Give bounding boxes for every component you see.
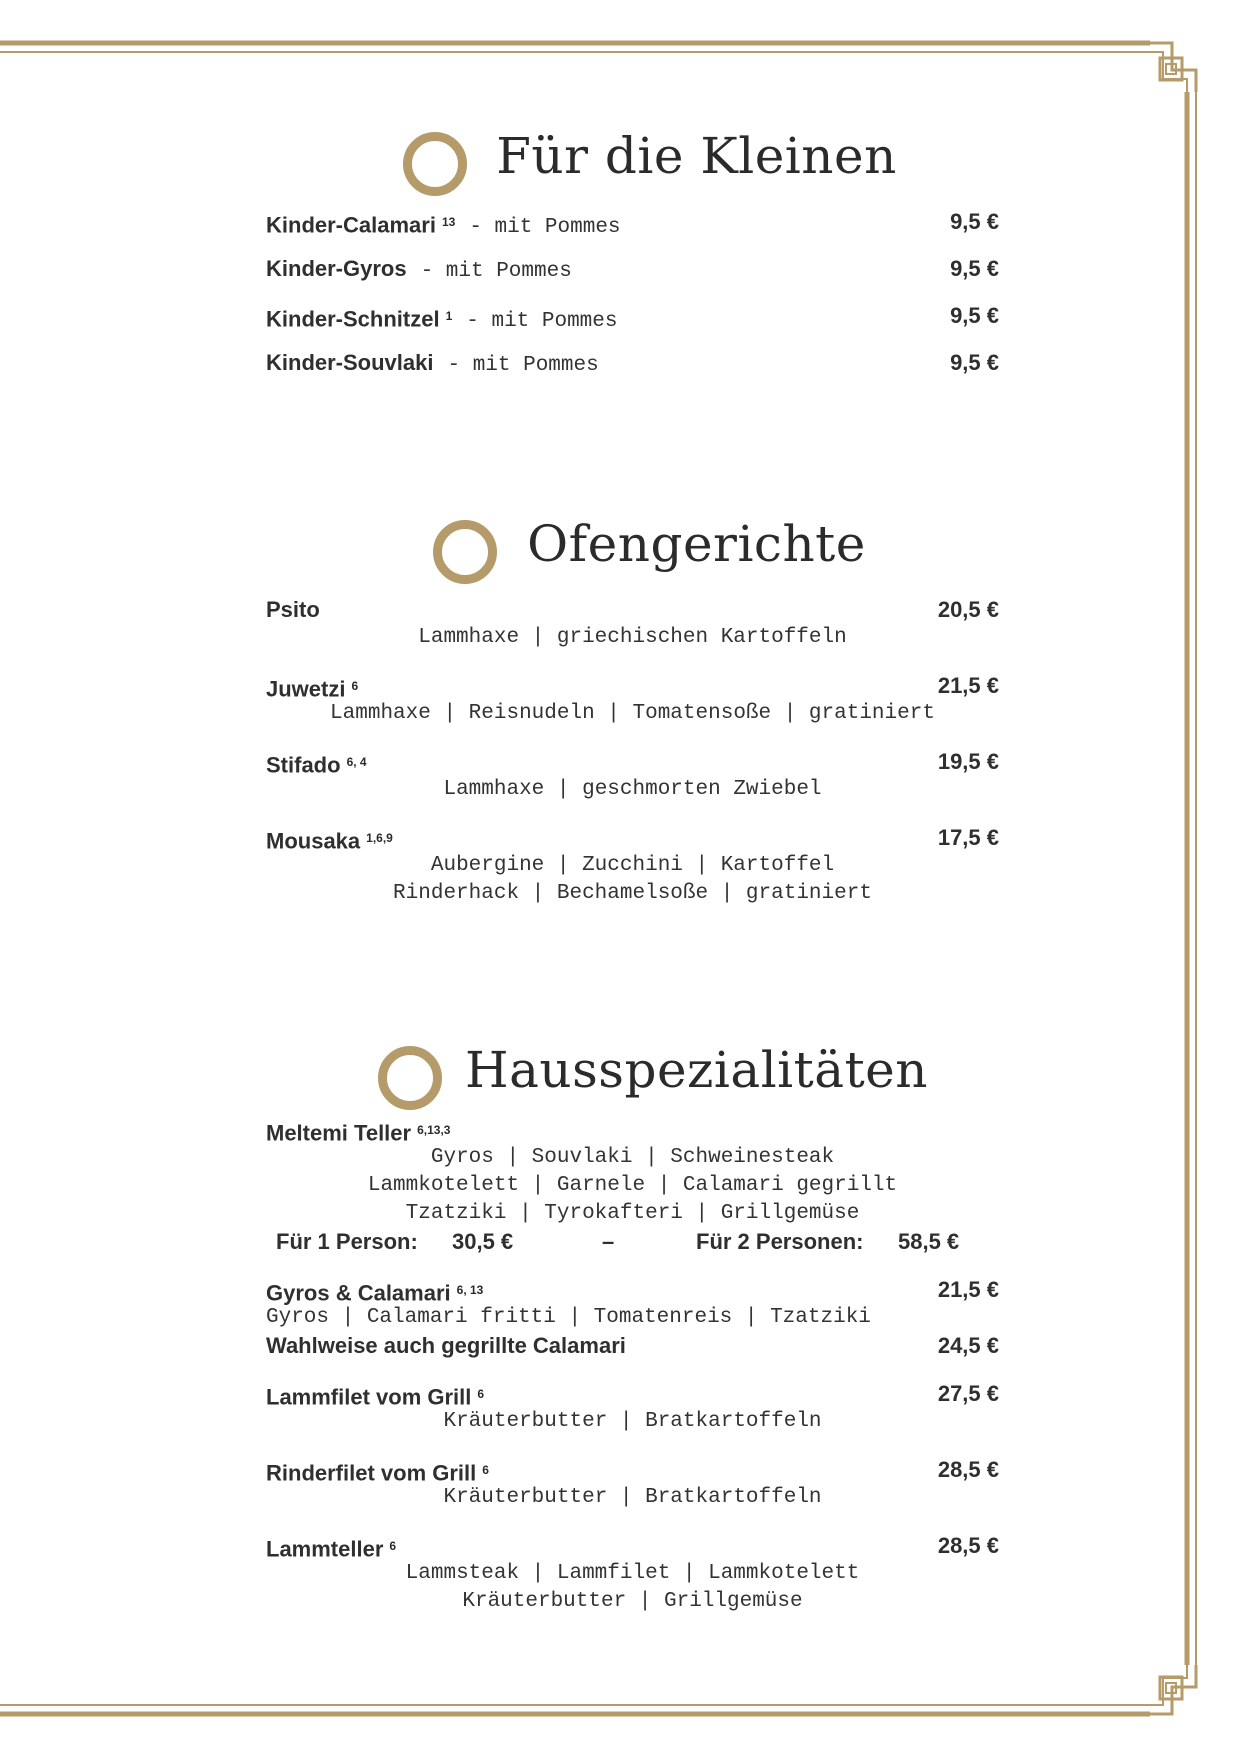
variant-price: 24,5 €: [937, 1333, 999, 1358]
menu-item: [266, 255, 999, 283]
item-description: Lammhaxe | geschmorten Zwiebel: [443, 778, 822, 801]
price-separator: –: [602, 1229, 615, 1254]
menu-item-variant: [266, 1332, 999, 1360]
menu-item: [266, 1116, 999, 1144]
item-name: Psito: [266, 597, 320, 622]
item-name: Rinderfilet vom Grill: [266, 1460, 477, 1486]
item-description: Gyros | Souvlaki | Schweinesteak: [430, 1146, 835, 1169]
price-1-person: 30,5 €: [452, 1229, 514, 1254]
item-description: Lammhaxe | griechischen Kartoffeln: [418, 626, 847, 649]
item-name: Kinder-Schnitzel: [266, 306, 440, 332]
item-description: Kräuterbutter | Grillgemüse: [462, 1590, 803, 1613]
allergen-note: 6, 13: [456, 1283, 484, 1297]
menu-item: [266, 1276, 999, 1304]
person-prices: [266, 1228, 999, 1256]
menu-item: [266, 302, 999, 334]
item-side: - mit Pommes: [420, 260, 572, 283]
item-price: 9,5 €: [950, 209, 999, 234]
allergen-note: 1,6,9: [366, 831, 393, 845]
allergen-note: 6, 4: [346, 755, 367, 769]
menu-item: [266, 596, 999, 624]
allergen-note: 6: [351, 679, 359, 693]
item-name: Mousaka: [266, 828, 361, 854]
allergen-note: 6: [482, 1463, 489, 1477]
section-title: Ofengerichte: [527, 515, 866, 573]
item-name: Kinder-Souvlaki: [266, 350, 434, 375]
section-header: [266, 124, 999, 196]
item-name: Kinder-Calamari: [266, 212, 436, 238]
allergen-note: 6: [389, 1539, 397, 1553]
section-title: Hausspezialitäten: [465, 1041, 928, 1099]
item-price: 9,5 €: [950, 256, 999, 281]
item-description: Rinderhack | Bechamelsoße | gratiniert: [393, 882, 872, 905]
section-title: Für die Kleinen: [496, 127, 897, 185]
section-kinder: [266, 124, 999, 377]
item-name: Meltemi Teller: [266, 1120, 412, 1146]
item-price: 9,5 €: [950, 350, 999, 375]
section-header: [266, 1038, 999, 1110]
item-price: 9,5 €: [950, 303, 999, 328]
item-description: Lammkotelett | Garnele | Calamari gegrillt: [367, 1174, 898, 1197]
menu-item: [266, 672, 999, 700]
item-description: Lammsteak | Lammfilet | Lammkotelett: [405, 1562, 860, 1585]
item-name: Lammfilet vom Grill: [266, 1384, 472, 1410]
item-price: 21,5 €: [937, 673, 999, 698]
item-name: Gyros & Calamari: [266, 1280, 451, 1306]
item-price: 19,5 €: [937, 749, 999, 774]
variant-label: Wahlweise auch gegrillte Calamari: [266, 1333, 626, 1358]
item-description: Aubergine | Zucchini | Kartoffel: [430, 854, 835, 877]
item-price: 28,5 €: [937, 1533, 999, 1558]
item-name: Lammteller: [266, 1536, 384, 1562]
item-name: Kinder-Gyros: [266, 256, 407, 281]
item-description: Kräuterbutter | Bratkartoffeln: [443, 1410, 822, 1433]
menu-item: [266, 1532, 999, 1560]
price-label-2-persons: Für 2 Personen:: [696, 1229, 864, 1254]
section-ofengerichte: [266, 512, 999, 908]
item-price: 20,5 €: [937, 597, 999, 622]
item-side: - mit Pommes: [469, 216, 621, 240]
item-name: Juwetzi: [266, 676, 346, 702]
section-hausspezialitaeten: [266, 1038, 999, 1616]
allergen-note: 6,13,3: [417, 1123, 451, 1137]
item-description: Lammhaxe | Reisnudeln | Tomatensoße | gratiniert: [330, 702, 935, 725]
menu-item: [266, 208, 999, 240]
item-price: 21,5 €: [937, 1277, 999, 1302]
item-price: 28,5 €: [937, 1457, 999, 1482]
item-name: Stifado: [266, 752, 341, 778]
item-price: 17,5 €: [937, 825, 999, 850]
menu-item: [266, 824, 999, 852]
price-2-persons: 58,5 €: [898, 1229, 960, 1254]
price-label-1-person: Für 1 Person:: [276, 1229, 418, 1254]
item-side: - mit Pommes: [466, 310, 618, 334]
item-side: - mit Pommes: [447, 354, 599, 377]
menu-item: [266, 1456, 999, 1484]
allergen-note: 6: [477, 1387, 485, 1401]
menu-item: [266, 1380, 999, 1408]
item-description: Kräuterbutter | Bratkartoffeln: [443, 1486, 822, 1509]
allergen-note: 13: [441, 215, 456, 229]
item-description: Tzatziki | Tyrokafteri | Grillgemüse: [405, 1202, 860, 1225]
menu-item: [266, 349, 999, 377]
item-price: 27,5 €: [937, 1381, 999, 1406]
item-description: Gyros | Calamari fritti | Tomatenreis | Tzatziki: [266, 1306, 871, 1329]
allergen-note: 1: [445, 309, 453, 323]
section-header: [266, 512, 999, 584]
menu-item: [266, 748, 999, 776]
